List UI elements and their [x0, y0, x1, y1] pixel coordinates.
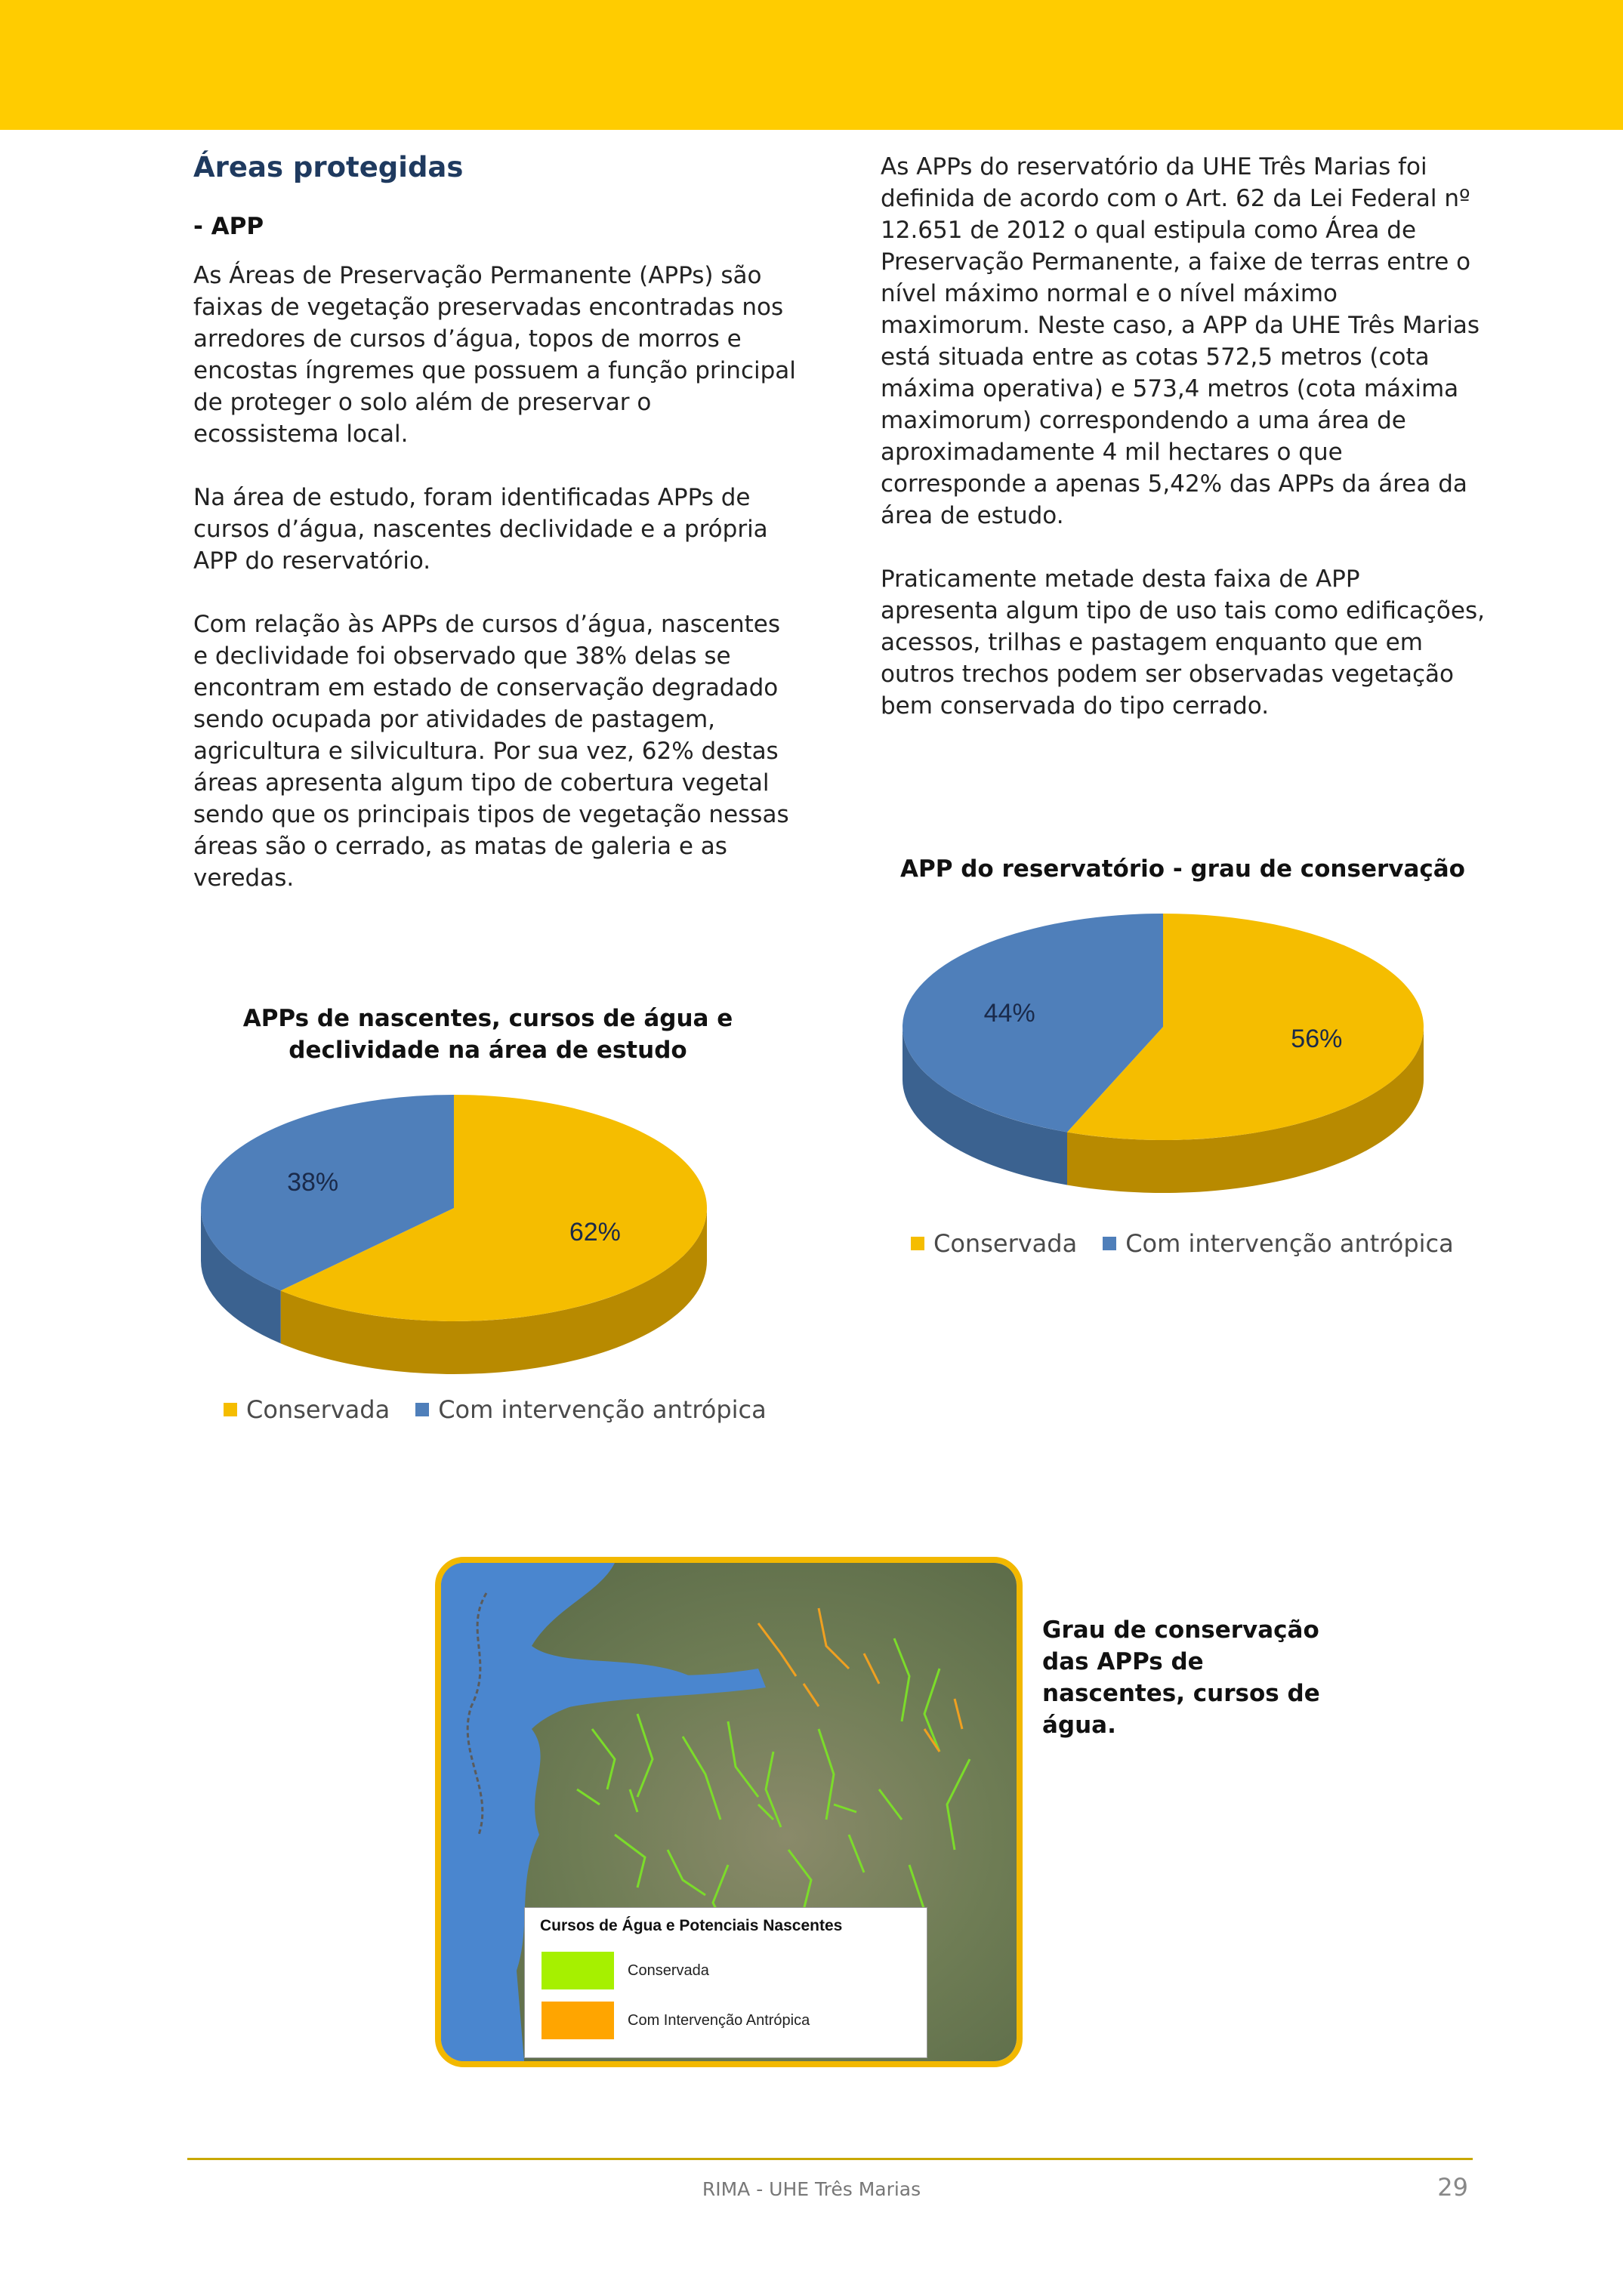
- legend-label: Conservada: [933, 1229, 1078, 1258]
- paragraph-reservoir-app: As APPs do reservatório da UHE Três Marias foi definida de acordo com o Art. 62 da Lei Federal nº 12.651 de 2012 o qual estipula como Área de Preservação Permanente, a faixe de terras entre o nível máximo normal e o nível máximo maximorum. Neste caso, a APP da UHE Três Marias está situada entre as cotas 572,5 metros (cota máxima operativa) e 573,4 metros (cota máxima maximorum) correspondendo a uma área de aproximadamente 4 mil hectares o que corresponde a apenas 5,42% das APPs da área da área de estudo.: [881, 153, 1480, 529]
- legend-item-intervencao: [415, 1395, 767, 1424]
- map-legend-item-intervencao: [542, 2002, 810, 2039]
- chart-title-reservatorio: APP do reservatório - grau de conservação: [900, 855, 1465, 883]
- page-number: 29: [1437, 2173, 1468, 2202]
- pie-data-label: 56%: [1291, 1024, 1343, 1053]
- map-legend-label: Conservada: [628, 1962, 709, 1979]
- paragraph-reservoir-use: Praticamente metade desta faixa de APP apresenta algum tipo de uso tais como edificações, acessos, trilhas e pastagem enquanto que em outros trechos podem ser observadas vegetação bem conservada do tipo cerrado.: [881, 566, 1485, 720]
- pie-chart-nascentes-svg: [193, 1072, 790, 1404]
- paragraph-app-conservation: Com relação às APPs de cursos d’água, nascentes e declividade foi observado que 38% delas se encontram em estado de conservação degradado sendo ocupada por atividades de pastagem, agricultura e silvicultura. Por sua vez, 62% destas áreas apresenta algum tipo de cobertura vegetal sendo que os principais tipos de vegetação nessas áreas são o cerrado, as matas de galeria e as veredas.: [193, 611, 789, 892]
- legend-label: Conservada: [246, 1395, 390, 1424]
- pie-chart-reservatorio-svg: [891, 891, 1488, 1223]
- legend-item-conservada: [224, 1395, 390, 1424]
- legend-item-conservada: [911, 1229, 1077, 1258]
- pie-legend-reservatorio: [911, 1229, 1454, 1258]
- legend-item-intervencao: [1103, 1229, 1454, 1258]
- right-column: [881, 151, 1485, 754]
- legend-swatch-conservada: [911, 1237, 924, 1250]
- map-legend-item-conservada: [542, 1952, 709, 1989]
- map-caption: Grau de conservação das APPs de nascentes, cursos de água.: [1042, 1616, 1320, 1739]
- map-image: [435, 1557, 1023, 2067]
- pie-data-label: 38%: [287, 1167, 339, 1197]
- legend-swatch-intervencao: [415, 1403, 429, 1416]
- legend-label: Com intervenção antrópica: [438, 1395, 767, 1424]
- pie-data-label: 44%: [983, 999, 1035, 1028]
- legend-swatch-conservada: [224, 1403, 237, 1416]
- top-banner: [0, 0, 1623, 130]
- footer-divider: [187, 2158, 1473, 2160]
- pie-data-label: 62%: [569, 1218, 621, 1247]
- map-legend: [524, 1907, 927, 2058]
- section-title: Áreas protegidas: [193, 151, 464, 183]
- paragraph-app-definition: As Áreas de Preservação Permanente (APPs) são faixas de vegetação preservadas encontradas nos arredores de cursos d’água, topos de morros e encostas íngremes que possuem a função principal de proteger o solo além de preservar o ecossistema local.: [193, 262, 796, 448]
- subsection-title: - APP: [193, 213, 264, 241]
- map-legend-swatch-conservada: [542, 1952, 614, 1989]
- map-legend-swatch-intervencao: [542, 2002, 614, 2039]
- pie-chart-nascentes: [193, 1072, 790, 1450]
- left-column: [193, 151, 798, 926]
- pie-legend-nascentes: [224, 1395, 767, 1424]
- legend-swatch-intervencao: [1103, 1237, 1116, 1250]
- footer-text: RIMA - UHE Três Marias: [702, 2178, 921, 2200]
- map-legend-title: Cursos de Água e Potenciais Nascentes: [540, 1917, 843, 1934]
- legend-label: Com intervenção antrópica: [1125, 1229, 1454, 1258]
- map-legend-label: Com Intervenção Antrópica: [628, 2011, 810, 2029]
- chart-title-nascentes: APPs de nascentes, cursos de água e declividade na área de estudo: [242, 1005, 733, 1064]
- paragraph-app-types: Na área de estudo, foram identificadas APPs de cursos d’água, nascentes declividade e a própria APP do reservatório.: [193, 484, 768, 575]
- pie-chart-reservatorio: [891, 891, 1488, 1268]
